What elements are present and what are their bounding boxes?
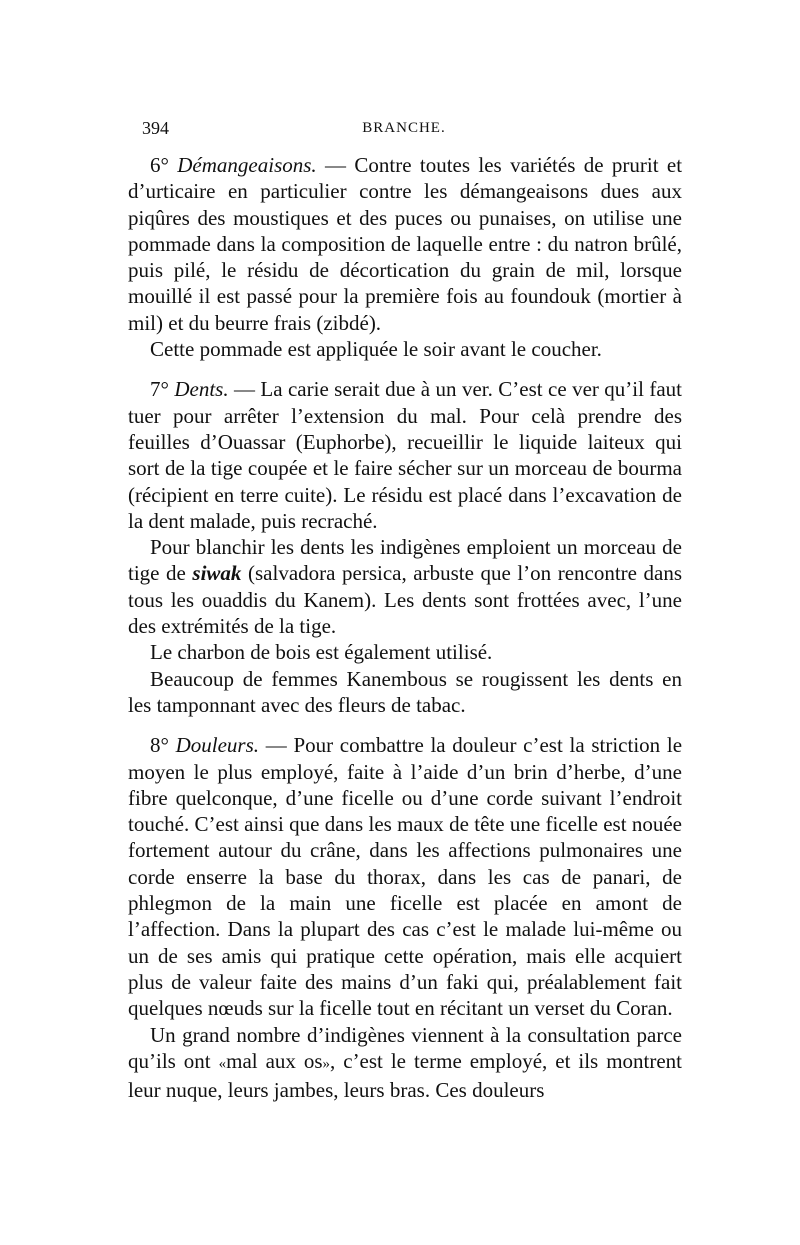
section-8-text: Pour combattre la douleur c’est la striction le moyen le plus employé, faite à l’aide d’un brin d’herbe, d’une fibre quelconque, d’une ficelle ou d’une corde suivant l’endroit touché. C’est ainsi que dans les maux de tête une ficelle est nouée fortement autour du crâne, dans les affections pulmonaires une corde enserre la base du thorax, dans les cas de panari, de phlegmon de la main une ficelle est placée en amont de l’affection. Dans la plupart des cas c’est le malade lui-même ou un de ses amis qui pratique cette opération, mais elle acquiert plus de valeur faite des mains d’un faki qui, préalablement fait quelques nœuds sur la ficelle tout en récitant un verset du Coran. xyxy=(128,733,683,1021)
section-7-title: Dents. xyxy=(174,377,229,402)
section-8-dash: — xyxy=(265,733,287,758)
section-6-title: Démangeaisons. xyxy=(177,153,317,177)
section-6-text: Contre toutes les variétés de prurit et d’urticaire en particulier contre les démangeaisons dues aux piqûres des moustiques et des puces ou punaises, on utilise une pommade dans la composition de laquelle entre : du natron brûlé, puis pilé, le résidu de décortication du grain de mil, lorsque mouillé il est passé pour la première fois au foundouk (mortier à mil) et du beurre frais (zibdé). xyxy=(128,153,683,335)
last-after: , c’est le terme employé, et ils montrent leur nuque, leurs jambes, leurs bras. Ces douleurs xyxy=(128,1048,683,1103)
section-8-title: Douleurs. xyxy=(175,733,260,758)
section-7-tobacco: Beaucoup de femmes Kanembous se rougissent les dents en les tamponnant avec des fleurs de tabac. xyxy=(128,666,682,717)
section-7-whiten-paragraph xyxy=(128,534,682,639)
last-before: Un grand nombre d’indigènes viennent à la consultation parce qu’ils ont xyxy=(128,1022,682,1073)
section-7-number: 7° xyxy=(150,377,169,402)
close-quote: » xyxy=(322,1055,331,1072)
section-7-dash: — xyxy=(234,377,255,402)
whiten-after: (salvadora persica, arbuste que l’on rencontre dans tous les ouaddis du Kanem). Les dents sont frottées avec, l’une des extrémités de la tige. xyxy=(128,561,683,639)
open-quote: « xyxy=(218,1055,227,1072)
whiten-before: Pour blanchir les dents les indigènes emploient un morceau de tige de xyxy=(128,535,682,586)
section-6-note: Cette pommade est appliquée le soir avant le coucher. xyxy=(150,337,602,362)
section-8-paragraph xyxy=(128,732,682,1021)
section-6-number: 6° xyxy=(150,153,169,177)
section-6-paragraph xyxy=(128,152,682,336)
section-6-dash: — xyxy=(325,153,347,177)
page-number: 394 xyxy=(142,118,169,138)
page-header xyxy=(128,116,680,140)
siwak-term: siwak xyxy=(192,561,242,586)
page-body xyxy=(128,152,682,1103)
quoted-phrase: mal aux os xyxy=(226,1048,323,1073)
running-title: BRANCHE. xyxy=(362,120,446,136)
section-7-paragraph xyxy=(128,376,682,534)
section-8-number: 8° xyxy=(150,733,169,758)
section-7-charcoal: Le charbon de bois est également utilisé. xyxy=(150,640,493,665)
section-7-text: La carie serait due à un ver. C’est ce ver qu’il faut tuer pour arrêter l’extension du mal. Pour celà prendre des feuilles d’Ouassar (Euphorbe), recueillir le liquide laiteux qui sort de la tige coupée et le faire sécher sur un morceau de bourma (récipient en terre cuite). Le résidu est placé dans l’excavation de la dent malade, puis recraché. xyxy=(128,377,683,533)
section-8-last-paragraph xyxy=(128,1022,682,1104)
